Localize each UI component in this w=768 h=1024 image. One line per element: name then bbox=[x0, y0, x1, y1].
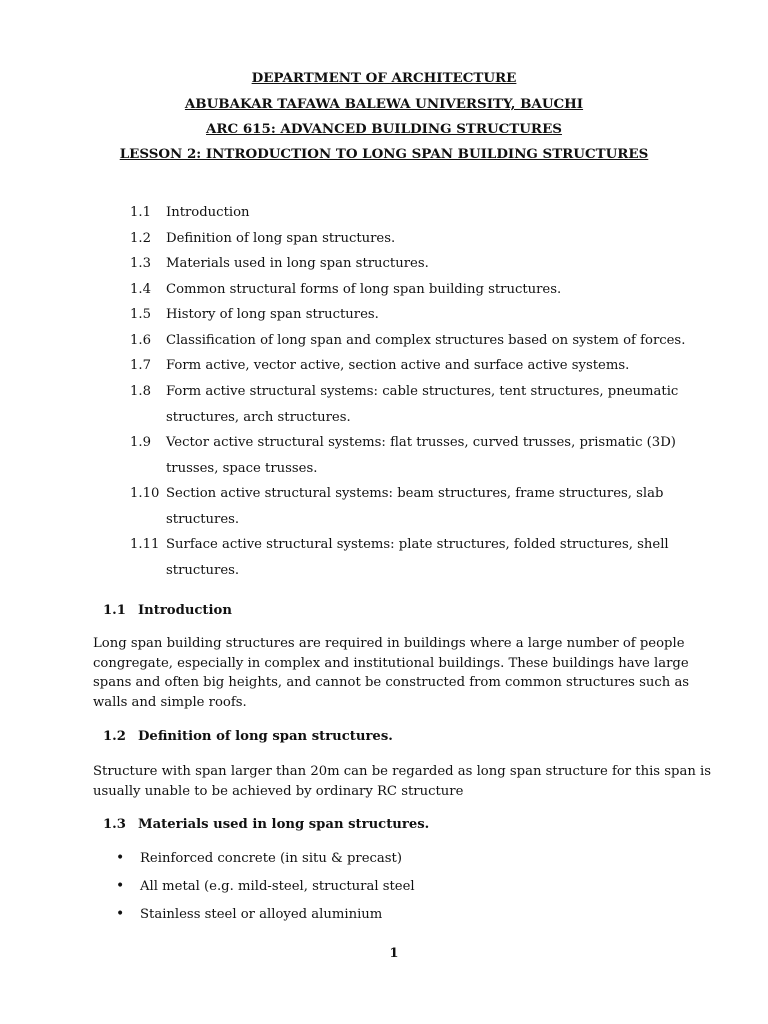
toc-item-text: Materials used in long span structures. bbox=[166, 256, 429, 271]
toc-item-number: 1.3 bbox=[130, 256, 151, 271]
paragraph-line: Long span building structures are required in buildings where a large number of people bbox=[93, 636, 685, 651]
toc-item-text: Introduction bbox=[166, 205, 250, 220]
toc-item-text: Section active structural systems: beam structures, frame structures, slab bbox=[166, 486, 664, 501]
toc-item-number: 1.8 bbox=[130, 384, 151, 399]
department-heading: DEPARTMENT OF ARCHITECTURE bbox=[251, 70, 517, 86]
toc-item-text: Surface active structural systems: plate structures, folded structures, shell bbox=[166, 537, 669, 552]
paragraph-line: spans and often big heights, and cannot be constructed from common structures such as bbox=[93, 675, 690, 690]
section-number: 1.2 bbox=[103, 729, 126, 744]
bullet-icon: • bbox=[116, 850, 125, 866]
bullet-icon: • bbox=[116, 878, 125, 894]
section-title: Definition of long span structures. bbox=[138, 729, 393, 744]
bullet-icon: • bbox=[116, 906, 125, 922]
introduction-paragraph bbox=[93, 634, 703, 712]
list-item bbox=[116, 850, 402, 866]
section-title: Introduction bbox=[138, 603, 232, 618]
page-number: 1 bbox=[389, 946, 399, 961]
list-item bbox=[116, 906, 382, 922]
toc-item-text: Vector active structural systems: flat trusses, curved trusses, prismatic (3D) bbox=[166, 435, 676, 450]
paragraph-line: usually unable to be achieved by ordinary RC structure bbox=[93, 783, 464, 799]
section-heading-definition bbox=[103, 729, 393, 744]
toc-item-number: 1.5 bbox=[130, 307, 151, 322]
toc-item-text-continued: structures. bbox=[166, 512, 240, 527]
toc-item-text-continued: structures. bbox=[166, 563, 240, 578]
list-item bbox=[116, 878, 415, 894]
toc-item-number: 1.6 bbox=[130, 333, 151, 348]
course-heading: ARC 615: ADVANCED BUILDING STRUCTURES bbox=[206, 121, 562, 137]
paragraph-line: congregate, especially in complex and institutional buildings. These buildings have large bbox=[93, 655, 689, 671]
list-item-text: Stainless steel or alloyed aluminium bbox=[140, 907, 383, 922]
toc-item-text: Form active structural systems: cable structures, tent structures, pneumatic bbox=[166, 384, 679, 399]
toc-item-number: 1.9 bbox=[130, 435, 151, 450]
section-number: 1.3 bbox=[103, 817, 126, 832]
section-title: Materials used in long span structures. bbox=[138, 817, 430, 832]
toc-item-text: History of long span structures. bbox=[166, 307, 379, 322]
toc-item-number: 1.10 bbox=[130, 486, 160, 501]
toc-item-number: 1.2 bbox=[130, 231, 151, 246]
toc-item-text-continued: trusses, space trusses. bbox=[166, 461, 318, 476]
paragraph-line: walls and simple roofs. bbox=[93, 694, 247, 710]
toc-item-number: 1.4 bbox=[130, 282, 151, 297]
university-heading: ABUBAKAR TAFAWA BALEWA UNIVERSITY, BAUCHI bbox=[184, 96, 584, 112]
lesson-heading: LESSON 2: INTRODUCTION TO LONG SPAN BUILDING STRUCTURES bbox=[119, 146, 649, 162]
definition-paragraph bbox=[93, 762, 712, 801]
section-number: 1.1 bbox=[103, 603, 126, 618]
section-heading-introduction bbox=[103, 603, 232, 618]
toc-item-text: Definition of long span structures. bbox=[166, 231, 396, 246]
paragraph-line: Structure with span larger than 20m can be regarded as long span structure for this span is bbox=[93, 764, 712, 779]
toc-item-number: 1.1 bbox=[130, 205, 151, 220]
section-heading-materials bbox=[103, 817, 429, 832]
toc-item-number: 1.7 bbox=[130, 358, 151, 373]
list-item-text: Reinforced concrete (in situ & precast) bbox=[140, 851, 402, 866]
toc-item-text-continued: structures, arch structures. bbox=[166, 410, 351, 425]
toc-item-text: Form active, vector active, section active and surface active systems. bbox=[166, 358, 630, 373]
toc-item-text: Classification of long span and complex structures based on system of forces. bbox=[166, 333, 686, 348]
toc-item-text: Common structural forms of long span building structures. bbox=[166, 282, 562, 297]
list-item-text: All metal (e.g. mild-steel, structural steel bbox=[140, 879, 415, 894]
toc-item-number: 1.11 bbox=[130, 537, 160, 552]
